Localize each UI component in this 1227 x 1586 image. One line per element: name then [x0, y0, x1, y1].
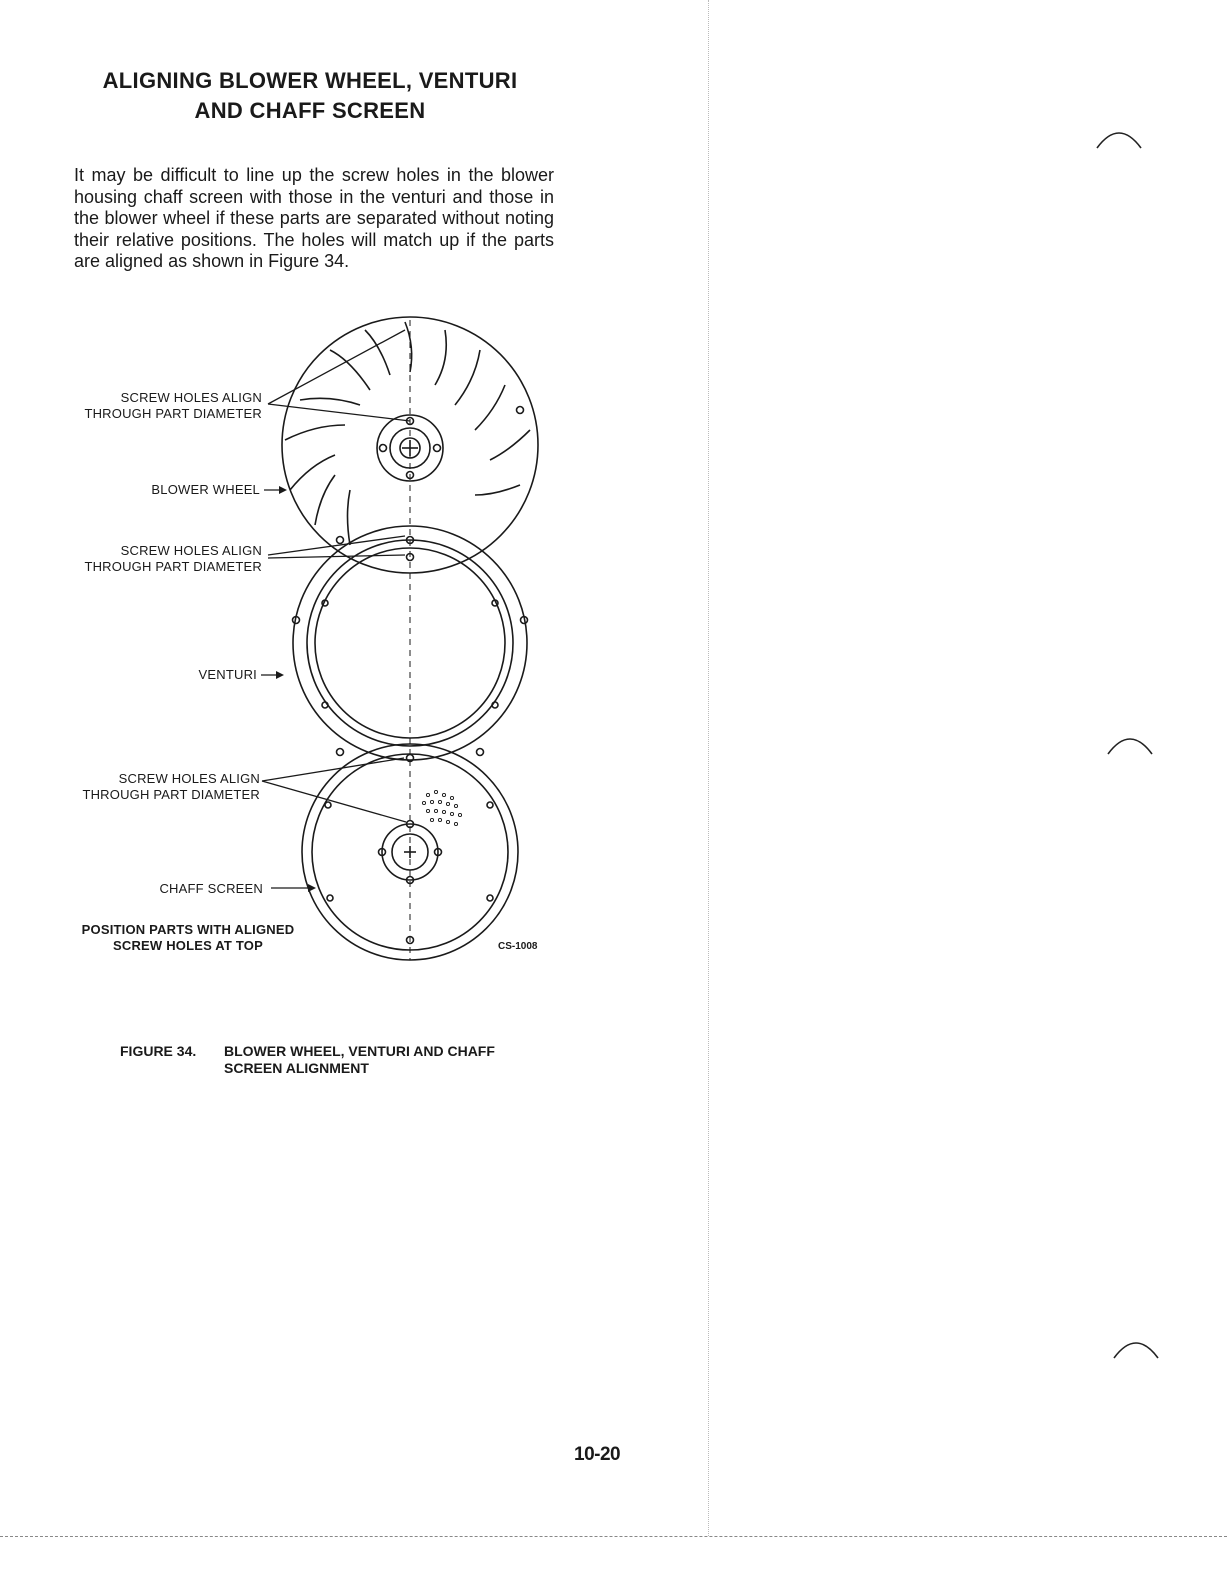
callout-line: SCREW HOLES ALIGN — [120, 390, 262, 405]
callout-venturi: VENTURI — [198, 667, 257, 682]
caption-text-line: SCREEN ALIGNMENT — [224, 1060, 369, 1076]
bottom-rule — [0, 1536, 1227, 1537]
callout-blower-wheel: BLOWER WHEEL — [151, 482, 260, 497]
binder-hole-mark-top — [1097, 133, 1141, 148]
callout-line: SCREW HOLES ALIGN — [120, 543, 262, 558]
heading-line-2: AND CHAFF SCREEN — [194, 98, 426, 123]
heading-line-1: ALIGNING BLOWER WHEEL, VENTURI — [102, 68, 518, 93]
note-line: POSITION PARTS WITH ALIGNED — [81, 922, 295, 937]
page-number: 10-20 — [574, 1444, 621, 1465]
callout-chaff-screen: CHAFF SCREEN — [159, 881, 263, 896]
intro-paragraph: It may be difficult to line up the screw holes in the blower housing chaff screen with those in the venturi and those in the blower wheel if these parts are separated without noting their relative positions. The holes will match up if the parts are aligned as shown in Figure 34. — [74, 165, 554, 271]
callout-line: SCREW HOLES ALIGN — [118, 771, 260, 786]
binder-hole-mark-bottom — [1114, 1343, 1158, 1358]
callout-line: THROUGH PART DIAMETER — [84, 559, 262, 574]
callout-line: THROUGH PART DIAMETER — [82, 787, 260, 802]
caption-number: FIGURE 34. — [120, 1043, 197, 1059]
binder-hole-mark-middle — [1108, 739, 1152, 754]
caption-text-line: BLOWER WHEEL, VENTURI AND CHAFF — [224, 1043, 495, 1059]
callout-line: THROUGH PART DIAMETER — [84, 406, 262, 421]
figure-code: CS-1008 — [498, 941, 538, 952]
note-line: SCREW HOLES AT TOP — [113, 938, 263, 953]
